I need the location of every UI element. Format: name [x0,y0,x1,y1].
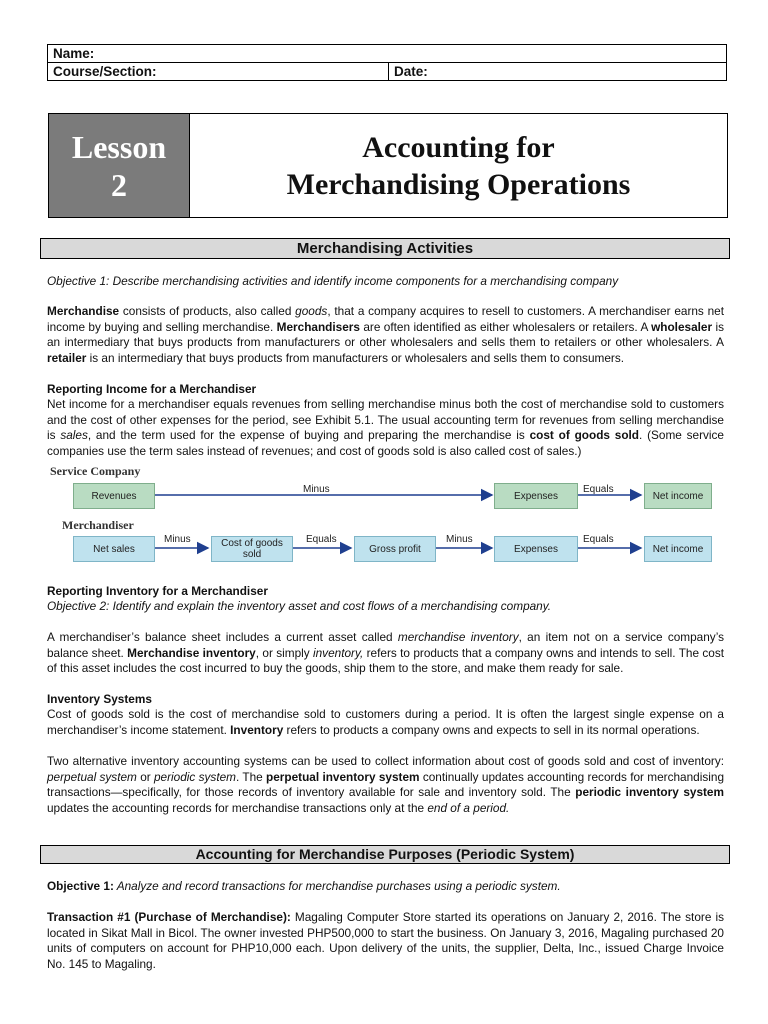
text-run: Two alternative inventory accounting systems can be used to collect information about cost of goods sold and cost of inventory: [47,754,724,768]
text-run: refers to products that a company owns and intends to sell. The cost of this asset includes the cost incurred to buy the goods, ship them to the store, and make them ready for sale. [47,645,725,676]
student-info-form [47,44,727,81]
date-field[interactable] [389,63,727,81]
text-run: is an intermediary that buys products from manufacturers or other wholesalers and sells them to retailers or other wholesalers. A [47,319,725,350]
row2-minus1-label: Minus [164,534,191,545]
lesson-title [190,114,727,217]
row2-equals2-label: Equals [583,534,614,545]
lesson-number: 2 [111,166,127,203]
text-run: Merchandise inventory [127,645,256,660]
text-run: merchandise inventory [397,630,519,644]
text-run: continually updates accounting records for merchandising transactions—specifically, for those records of inventory available for sale and inventory sold. The [47,769,725,800]
text-run: Magaling Computer Store started its operations on January 2, 2016. The store is located in Sikat Mall in Bicol. The owner invested PHP500,000 to start the business. On January 3, 2016, Magaling purchased 20 units of computers on account for PHP10,000 each. Upon delivery of the units, the supplier, Delta, Inc., issued Charge Invoice No. 145 to Magaling. [47,910,724,971]
lesson-title-line2: Merchandising Operations [286,167,631,201]
expenses-box-merchandiser: Expenses [494,536,578,562]
text-run: consists of products, also called [119,304,296,318]
text-run: Cost of goods sold is the cost of merchandise sold to customers during a period. It is often the largest single expense on a merchandiser’s income statement. [47,707,724,737]
text-run: periodic system [154,769,236,784]
objective-1-label: Objective 1 [47,274,107,288]
text-run: or [136,769,154,784]
text-run: . (Some service companies use the term sales instead of revenues; and cost of goods sold is also called cost of sales.) [47,428,724,458]
lesson-number-box [49,114,190,217]
name-field[interactable] [48,45,727,63]
section-heading-merchandising-activities: Merchandising Activities [40,238,730,259]
objective-1-text: : Describe merchandising activities and identify income components for a merchandising company [106,274,619,288]
service-company-label: Service Company [50,464,141,478]
text-run: perpetual inventory system [266,769,420,784]
text-run: refers to products a company owns and expects to sell in its normal operations. [283,722,700,737]
cost-of-goods-sold-box: Cost of goods sold [211,536,293,562]
text-run: cost of goods sold [529,428,640,443]
net-sales-box: Net sales [73,536,155,562]
text-run: Inventory [230,722,284,737]
text-run: retailer [47,350,87,365]
name-label: Name: [53,46,95,61]
merchandiser-label: Merchandiser [62,518,134,532]
row1-equals-label: Equals [583,484,614,495]
paragraph-reporting-income [47,397,724,459]
text-run: is an intermediary that buys products from manufacturers or wholesalers and sells them to consumers. [86,350,625,365]
text-run: , or simply [255,645,313,660]
revenues-box: Revenues [73,483,155,509]
net-income-box-merchandiser: Net income [644,536,712,562]
text-run: inventory, [313,645,364,660]
objective-1-periodic-label: Objective 1: [47,879,114,893]
text-run: sales [60,428,88,443]
text-run: . The [236,769,267,784]
paragraph-transaction-1 [47,910,724,972]
text-run: wholesaler [651,319,713,334]
text-run: Merchandisers [276,319,360,334]
income-flow-diagram [48,463,728,573]
row2-equals1-label: Equals [306,534,337,545]
text-run: , an item not on a service company’s balance sheet. [47,630,725,660]
paragraph-cost-of-goods-sold [47,707,724,738]
objective-1-periodic-text: Analyze and record transactions for merchandise purchases using a periodic system. [113,879,561,893]
objective-2-text: : Identify and explain the inventory asset and cost flows of a merchandising company. [106,599,552,613]
text-run: end of a period. [427,800,510,815]
paragraph-merchandise-inventory [47,630,724,677]
text-run: updates the accounting records for merchandise transactions only at the [47,800,428,815]
objective-1 [47,274,724,290]
heading-reporting-income: Reporting Income for a Merchandiser [47,382,257,396]
paragraph-merchandise [47,304,724,366]
row1-minus-label: Minus [303,484,330,495]
row2-minus2-label: Minus [446,534,473,545]
gross-profit-box: Gross profit [354,536,436,562]
text-run: A merchandiser’s balance sheet includes a current asset called [47,630,398,644]
text-run: , that a company acquires to resell to customers. A merchandiser earns net income by buying and selling merchandise. [47,304,724,334]
objective-1-periodic [47,879,724,895]
heading-inventory-systems: Inventory Systems [47,692,152,706]
expenses-box-service: Expenses [494,483,578,509]
date-label: Date: [394,64,428,79]
lesson-title-line1: Accounting for [362,130,555,164]
course-section-field[interactable] [48,63,389,81]
heading-reporting-inventory: Reporting Inventory for a Merchandiser [47,584,268,598]
lesson-banner [48,113,728,218]
text-run: goods [295,304,328,318]
objective-2-label: Objective 2 [47,599,107,613]
text-run: Transaction #1 (Purchase of Merchandise): [47,910,291,924]
course-section-label: Course/Section: [53,64,157,79]
paragraph-inventory-systems [47,754,724,816]
net-income-box-service: Net income [644,483,712,509]
lesson-word: Lesson [71,128,167,165]
text-run: , and the term used for the expense of buying and preparing the merchandise is [87,428,530,443]
text-run: periodic inventory system [575,785,724,800]
objective-2 [47,599,724,615]
text-run: perpetual system [47,769,137,784]
text-run: are often identified as either wholesalers or retailers. A [359,319,652,334]
text-run: Merchandise [47,304,120,318]
text-run: Net income for a merchandiser equals revenues from selling merchandise minus both the cost of merchandise sold to customers and the cost of other expenses for the period, see Exhibit 5.1. The usual accounting term for revenues from selling merchandise is [47,397,724,443]
section-heading-periodic-system: Accounting for Merchandise Purposes (Periodic System) [40,845,730,864]
